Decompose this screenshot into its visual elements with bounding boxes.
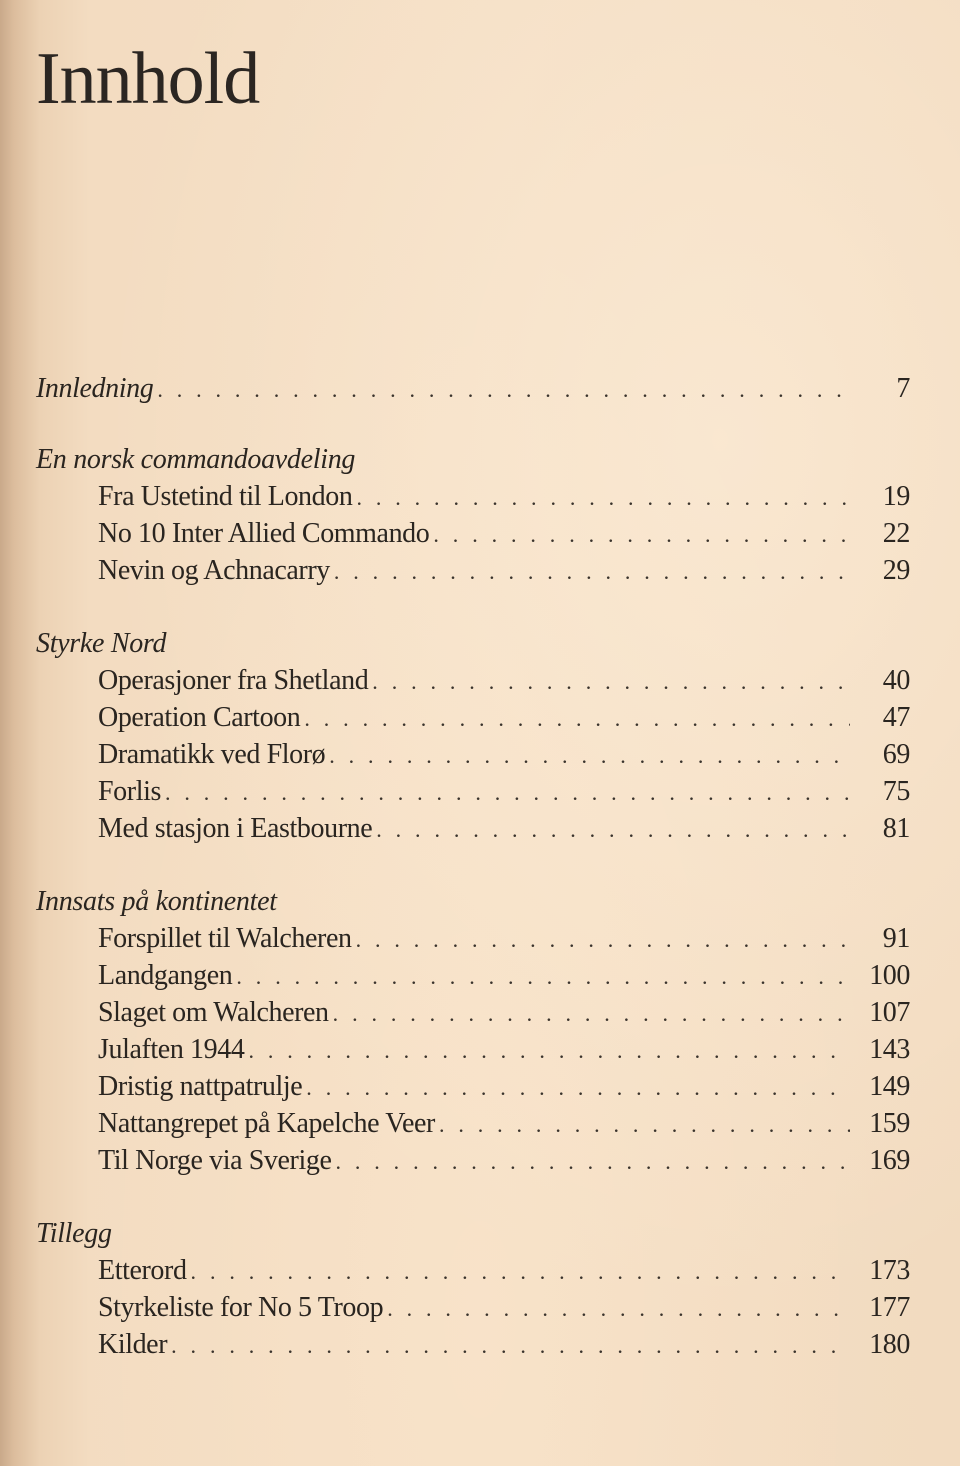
dot-leader [306,1069,850,1106]
section-heading: Styrke Nord [36,628,167,659]
toc-entry [36,370,910,407]
toc-entry-page: 143 [869,1034,910,1065]
toc-entry-page: 169 [869,1145,910,1176]
toc-entry-label: Operation Cartoon [98,702,301,733]
toc-entry-page: 19 [882,481,910,512]
toc-entry-label: Dristig nattpatrulje [98,1071,303,1102]
dot-leader [372,663,850,700]
toc-entry [36,1142,910,1179]
toc-entry [36,1031,910,1068]
toc-entry-page: 91 [882,923,910,954]
toc-entry-page: 100 [869,960,910,991]
dot-leader [356,921,850,958]
toc-entry-label: Operasjoner fra Shetland [98,665,369,696]
toc-entry [36,515,910,552]
toc-entry-page: 69 [882,739,910,770]
toc-entry-page: 29 [882,555,910,586]
toc-entry [36,699,910,736]
dot-leader [171,1327,850,1364]
toc-entry [36,957,910,994]
dot-leader [376,811,850,848]
toc-entry-label: No 10 Inter Allied Commando [98,518,430,549]
toc-entry-label: Nattangrepet på Kapelche Veer [98,1108,435,1139]
toc-entry [36,552,910,589]
toc-section [36,625,910,847]
toc-entry-label: Forspillet til Walcheren [98,923,352,954]
toc-entry-page: 180 [869,1329,910,1360]
toc-entry [36,1068,910,1105]
toc-entry-label: Etterord [98,1255,187,1286]
dot-leader [248,1032,850,1069]
toc-entry-label: Fra Ustetind til London [98,481,353,512]
toc-intro [36,370,910,407]
toc-entry-page: 173 [869,1255,910,1286]
toc-entry [36,1326,910,1363]
toc-entry-label: Julaften 1944 [98,1034,245,1065]
dot-leader [329,737,850,774]
toc-entry [36,773,910,810]
toc-entry-page: 149 [869,1071,910,1102]
toc-entry-label: Nevin og Achnacarry [98,555,330,586]
dot-leader [236,958,850,995]
toc-entry-label: Dramatikk ved Florø [98,739,326,770]
dot-leader [333,995,850,1032]
toc-entry-page: 75 [882,776,910,807]
toc-entry-page: 159 [869,1108,910,1139]
toc-entry-page: 107 [869,997,910,1028]
toc-entry [36,662,910,699]
toc-section [36,1215,910,1363]
dot-leader [165,774,850,811]
toc-entry [36,478,910,515]
toc-entry-page: 177 [869,1292,910,1323]
dot-leader [191,1253,850,1290]
toc-entry [36,1289,910,1326]
toc-entry-label: Med stasjon i Eastbourne [98,813,373,844]
toc-entry-label: Kilder [98,1329,168,1360]
table-of-contents [36,370,910,1399]
dot-leader [334,553,850,590]
toc-entry-label: Forlis [98,776,161,807]
toc-entry [36,810,910,847]
toc-section [36,883,910,1179]
toc-entry-label: Innledning [36,373,154,404]
toc-entry-page: 47 [882,702,910,733]
dot-leader [304,700,850,737]
dot-leader [439,1106,850,1143]
dot-leader [356,479,850,516]
dot-leader [387,1290,850,1327]
toc-entry-label: Til Norge via Sverige [98,1145,332,1176]
toc-entry [36,1252,910,1289]
toc-section [36,441,910,589]
page-title: Innhold [36,38,260,120]
toc-entry-page: 81 [882,813,910,844]
toc-entry-page: 22 [882,518,910,549]
toc-entry-page: 40 [882,665,910,696]
dot-leader [335,1143,850,1180]
dot-leader [433,516,850,553]
toc-entry-page: 7 [896,373,910,404]
section-heading: Tillegg [36,1218,112,1249]
toc-entry [36,920,910,957]
dot-leader [157,371,850,408]
toc-entry-label: Landgangen [98,960,233,991]
section-heading: Innsats på kontinentet [36,886,277,917]
toc-entry [36,1105,910,1142]
toc-entry [36,994,910,1031]
toc-entry [36,736,910,773]
toc-entry-label: Styrkeliste for No 5 Troop [98,1292,384,1323]
toc-entry-label: Slaget om Walcheren [98,997,329,1028]
section-heading: En norsk commandoavdeling [36,444,356,475]
